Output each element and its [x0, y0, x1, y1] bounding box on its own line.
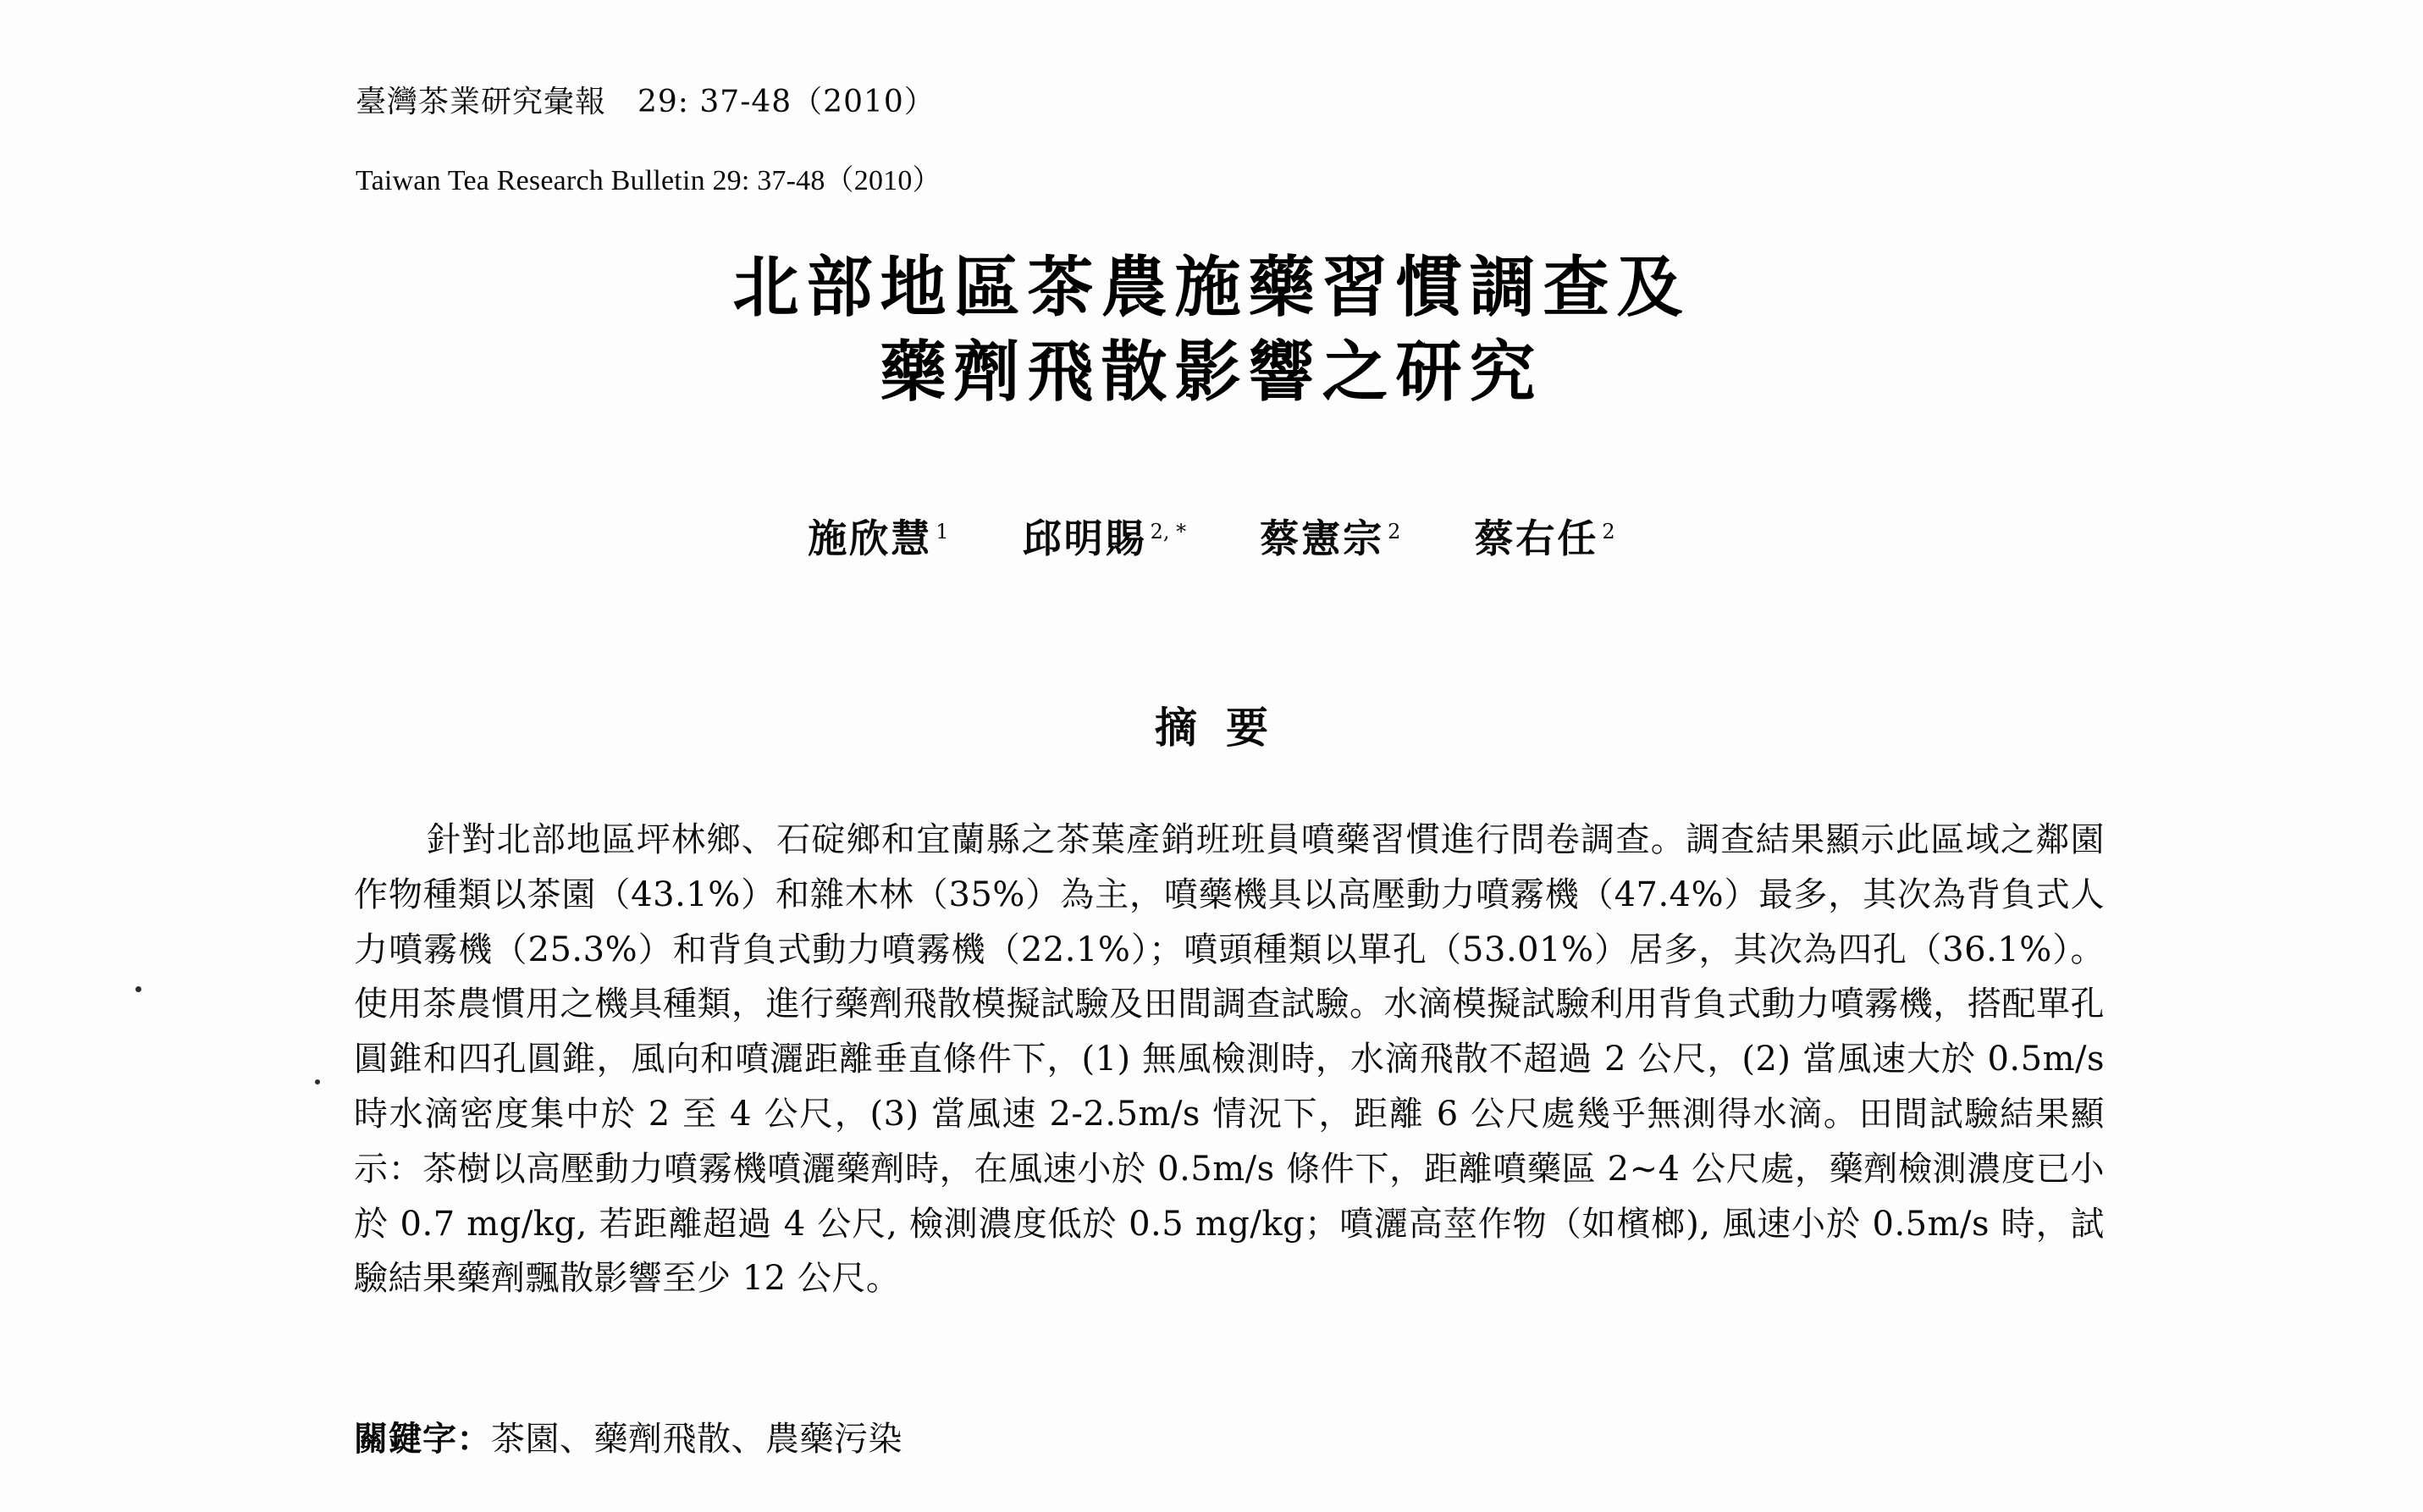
abstract-body — [354, 813, 2105, 1306]
keywords-label: 關鍵字： — [354, 1419, 491, 1459]
journal-citation-en: Taiwan Tea Research Bulletin 29: 37-48（2010） — [356, 165, 941, 196]
author-4-name: 蔡右任 — [1474, 516, 1599, 561]
author-3-name: 蔡憲宗 — [1260, 516, 1385, 561]
journal-header — [356, 78, 1964, 198]
abstract-heading: 摘要 — [1155, 703, 1297, 753]
abstract-paragraph: 針對北部地區坪林鄉、石碇鄉和宜蘭縣之茶葉產銷班班員噴藥習慣進行問卷調查。調查結果顯示此區域之鄰園作物種類以茶園（43.1%）和雜木林（35%）為主，噴藥機具以高壓動力噴霧機（47.4%）最多，其次為背負式人力噴霧機（25.3%）和背負式動力噴霧機（22.1%）；噴頭種類以單孔（53.01%）居多，其次為四孔（36.1%）。使用茶農慣用之機具種類，進行藥劑飛散模擬試驗及田間調查試驗。水滴模擬試驗利用背負式動力噴霧機，搭配單孔圓錐和四孔圓錐，風向和噴灑距離垂直條件下，(1) 無風檢測時，水滴飛散不超過 2 公尺，(2) 當風速大於 0.5m/s 時水滴密度集中於 2 至 4 公尺，(3) 當風速 2-2.5m/s 情況下，距離 6 公尺處幾乎無測得水滴。田間試驗結果顯示：茶樹以高壓動力噴霧機噴灑藥劑時，在風速小於 0.5m/s 條件下，距離噴藥區 2~4 公尺處，藥劑檢測濃度已小於 0.7 mg/kg, 若距離超過 4 公尺, 檢測濃度低於 0.5 mg/kg；噴灑高莖作物（如檳榔), 風速小於 0.5m/s 時，試驗結果藥劑飄散影響至少 12 公尺。 — [354, 820, 2105, 1299]
journal-citation-zh: 臺灣茶業研究彙報 29: 37-48（2010） — [356, 85, 936, 119]
page-title — [0, 246, 2423, 415]
keywords — [354, 1412, 2105, 1460]
author-3 — [1260, 508, 1400, 564]
author-3-affiliation-marker: 2 — [1388, 519, 1401, 544]
page-speck-left — [135, 986, 141, 992]
author-4-affiliation-marker: 2 — [1602, 519, 1615, 544]
title-line-1: 北部地區茶農施藥習慣調查及 — [732, 249, 1691, 326]
author-list — [0, 508, 2423, 564]
author-2-name: 邱明賜 — [1022, 516, 1147, 561]
author-1-name: 施欣慧 — [808, 516, 933, 561]
author-2 — [1023, 508, 1187, 564]
title-line-2: 藥劑飛散影響之研究 — [880, 333, 1543, 411]
keywords-value: 茶園、藥劑飛散、農藥污染 — [491, 1420, 902, 1459]
page-speck-mid — [315, 1079, 320, 1084]
author-1 — [808, 508, 948, 564]
author-2-affiliation-marker: 2, * — [1150, 519, 1187, 544]
author-4 — [1474, 508, 1614, 564]
author-1-affiliation-marker: 1 — [936, 519, 949, 544]
